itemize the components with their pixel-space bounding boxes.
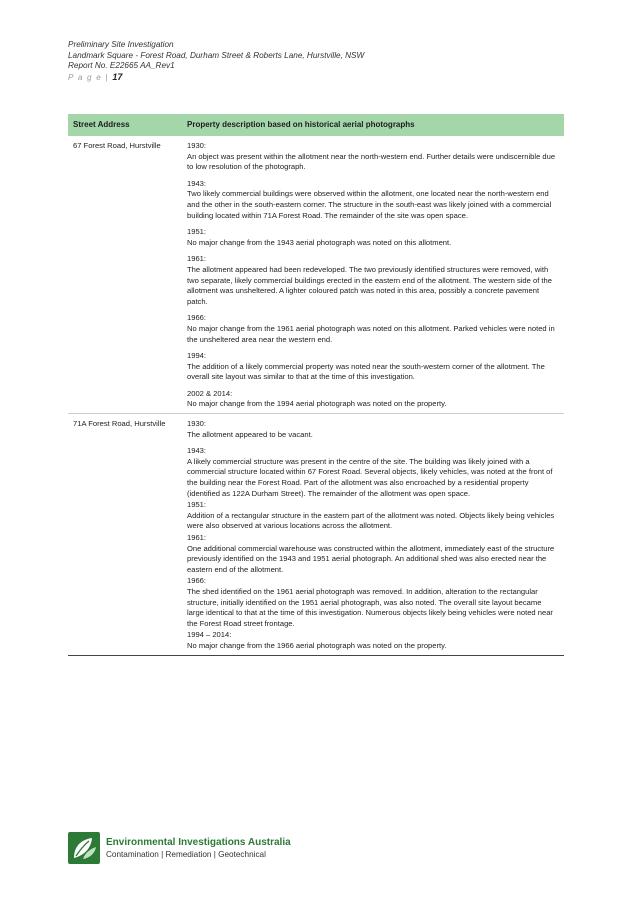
entry-text: The allotment appeared to be vacant. (187, 429, 313, 439)
document-header (68, 40, 364, 83)
history-entry (187, 500, 559, 532)
column-header-address: Street Address (68, 114, 182, 136)
table-row (68, 136, 564, 414)
page-number: 17 (112, 71, 123, 82)
entry-year: 1951: (187, 227, 207, 237)
entry-text: No major change from the 1943 aerial photograph was noted on this allotment. (187, 237, 452, 247)
entry-text: The allotment appeared had been redeveloped. The two previously identified structures were removed, with two separate, likely commercial buildings erected in the eastern end of the allotment. The western side of the allotment was unsheltered. A lighter coloured patch was noted in this area, possibly a concrete pavement patch. (187, 264, 552, 306)
history-entry (187, 179, 559, 221)
entry-year: 1994: (187, 351, 207, 361)
description-cell (182, 136, 564, 414)
entry-year: 1930: (187, 419, 207, 429)
project-name: Landmark Square - Forest Road, Durham Street & Roberts Lane, Hurstville, NSW (68, 50, 365, 60)
history-entry (187, 630, 559, 651)
address-cell: 71A Forest Road, Hurstville (73, 419, 166, 429)
address-cell: 67 Forest Road, Hurstville (73, 141, 161, 150)
history-entry (187, 227, 559, 248)
entry-year: 1966: (187, 576, 207, 586)
entry-year: 1966: (187, 313, 207, 323)
column-header-description: Property description based on historical aerial photographs (182, 114, 564, 136)
entry-year: 2002 & 2014: (187, 388, 233, 398)
entry-text: One additional commercial warehouse was constructed within the allotment, immediately east of the structure previously identified on the 1943 and 1951 aerial photograph. An additional shed was also erected near the eastern end of the allotment. (187, 543, 555, 574)
entry-year: 1994 – 2014: (187, 630, 232, 640)
table-row (68, 414, 564, 655)
description-cell (182, 414, 564, 655)
entry-text: The addition of a likely commercial property was noted near the south-western corner of the allotment. The overall site layout was similar to that at the time of this investigation. (187, 361, 545, 382)
entry-text: An object was present within the allotment near the north-western end. Further details were undiscernible due to low resolution of the photograph. (187, 151, 556, 172)
entry-year: 1943: (187, 178, 207, 188)
entry-text: The shed identified on the 1961 aerial photograph was removed. In addition, alteration to the rectangular structure, initially identified on the 1951 aerial photograph, was also noted. The overall site layout became large identical to that at the time of this investigation. Numerous objects likely being vehicles were noted near the Forest Road street frontage. (187, 586, 553, 628)
history-entry (187, 313, 559, 345)
history-entry (187, 419, 559, 440)
history-entry (187, 446, 559, 499)
entry-year: 1951: (187, 500, 207, 510)
entry-year: 1930: (187, 141, 207, 150)
history-entry (187, 254, 559, 307)
company-tagline: Contamination | Remediation | Geotechnical (106, 849, 266, 859)
entry-year: 1961: (187, 254, 207, 264)
entry-year: 1943: (187, 446, 207, 456)
leaf-logo-icon (68, 832, 100, 864)
entry-text: Two likely commercial buildings were observed within the allotment, one located near the north-western end and the other in the south-eastern corner. The structure in the south-east was likely joined with a commercial building located within 71A Forest Road. The remainder of the site was open space. (187, 189, 552, 220)
entry-text: No major change from the 1994 aerial photograph was noted on the property. (187, 399, 447, 409)
entry-year: 1961: (187, 533, 207, 542)
entry-text: No major change from the 1961 aerial photograph was noted on this allotment. Parked vehicles were noted in the unsheltered area near the western end. (187, 323, 555, 344)
report-number: Report No. E22665 AA_Rev1 (68, 61, 175, 70)
page-indicator (68, 72, 364, 84)
table-header-row (68, 114, 564, 136)
company-name: Environmental Investigations Australia (106, 836, 291, 848)
report-title: Preliminary Site Investigation (68, 40, 174, 49)
history-entry (187, 533, 559, 575)
entry-text: No major change from the 1966 aerial photograph was noted on the property. (187, 640, 447, 650)
company-footer (68, 832, 291, 864)
entry-text: Addition of a rectangular structure in the eastern part of the allotment was noted. Objects likely being vehicles were also observed at various locations across the allotment. (187, 510, 555, 531)
entry-text: A likely commercial structure was present in the centre of the site. The building was likely joined with a commercial structure located within 67 Forest Road. Several objects, likely vehicles, was noted at the front of the building near the Forest Road. Part of the allotment was also encroached by a residential property (identified as 122A Durham Street). The remainder of the allotment was open space. (187, 456, 553, 498)
page-label: P a g e | (68, 72, 109, 82)
history-entry (187, 141, 559, 173)
history-entry (187, 351, 559, 383)
history-entry (187, 576, 559, 629)
history-entry (187, 389, 559, 410)
aerial-photo-table (68, 114, 564, 656)
